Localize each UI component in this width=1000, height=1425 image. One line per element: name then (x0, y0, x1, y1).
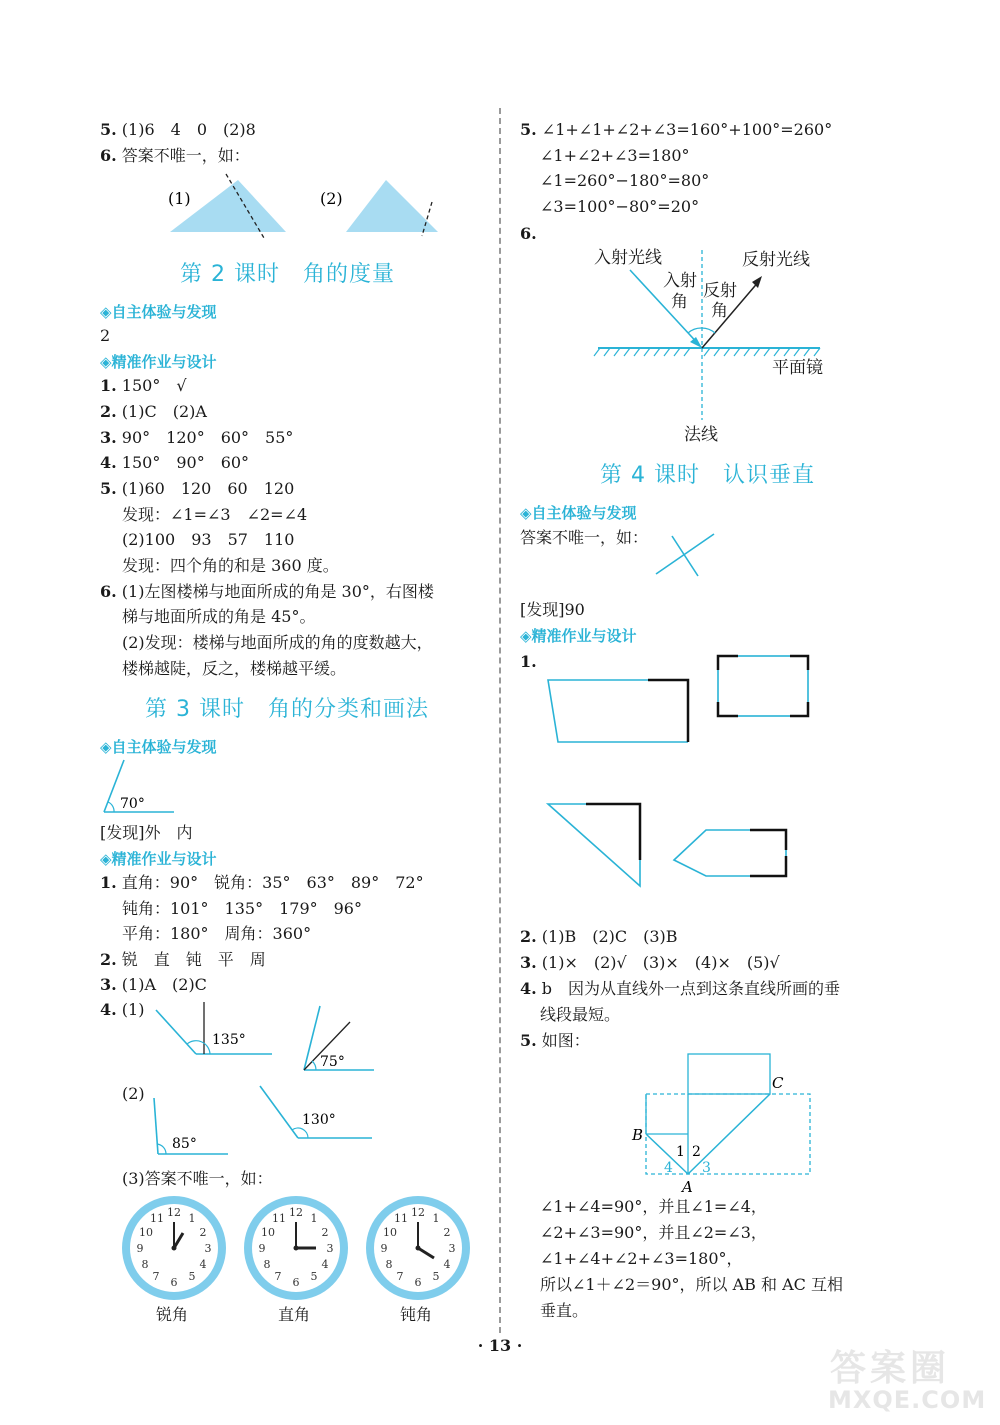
svg-text:6: 6 (414, 1276, 422, 1289)
svg-text:3: 3 (204, 1242, 212, 1255)
self-answer: 2 (100, 326, 111, 345)
triangle-2 (346, 180, 438, 232)
angle-85-label: 85° (172, 1136, 197, 1152)
clock-acute (122, 1196, 226, 1300)
point-B: B (632, 1126, 644, 1144)
l3-answer-2: 2. 锐 直 钝 平 周 (100, 950, 266, 969)
l2-answer-4: 4. 150° 90° 60° (100, 453, 250, 472)
svg-text:6: 6 (292, 1276, 300, 1289)
l2-answer-6-line2: 梯与地面所成的角是 45°。 (122, 607, 316, 626)
svg-text:5: 5 (310, 1270, 318, 1283)
watermark-logo: 答案圈 MXQE.COM (828, 1348, 987, 1414)
section-precise-work-4: ◈精准作业与设计 (520, 627, 637, 645)
r-answer-5-line3: ∠1=260°−180°=80° (540, 171, 710, 190)
point-A: A (682, 1178, 693, 1196)
svg-text:5: 5 (432, 1270, 440, 1283)
clock-obtuse (366, 1196, 470, 1300)
svg-text:12: 12 (411, 1206, 425, 1219)
proof-line-3: ∠1+∠4+∠2+∠3=180°， (540, 1249, 743, 1268)
l3-answer-4-part3: (3)答案不唯一，如： (122, 1169, 273, 1188)
r-answer-5: 5. ∠1+∠1+∠2+∠3=160°+100°=260° (520, 120, 833, 139)
svg-text:11: 11 (150, 1212, 164, 1225)
l4-answer-5: 5. 如图： (520, 1031, 590, 1050)
fig-label-1: (1) (168, 189, 191, 208)
proof-line-4: 所以∠1＋∠2＝90°，所以 AB 和 AC 互相 (540, 1275, 843, 1294)
svg-text:7: 7 (274, 1270, 282, 1283)
l2-answer-2: 2. (1)C (2)A (100, 402, 207, 421)
svg-text:3: 3 (326, 1242, 334, 1255)
l4-answer-2: 2. (1)B (2)C (3)B (520, 927, 678, 946)
svg-text:4: 4 (199, 1258, 207, 1271)
svg-text:4: 4 (321, 1258, 329, 1271)
l4-answer-3: 3. (1)× (2)√ (3)× (4)× (5)√ (520, 953, 780, 972)
angle-2-label: 2 (692, 1144, 701, 1160)
svg-text:1: 1 (310, 1212, 318, 1225)
l2-answer-6-line3: (2)发现：楼梯与地面所成的角的度数越大， (122, 633, 433, 652)
svg-text:12: 12 (289, 1206, 303, 1219)
lesson-3-title: 第 3 课时 角的分类和画法 (145, 697, 429, 722)
angle-1-label: 1 (676, 1144, 685, 1160)
svg-text:9: 9 (136, 1242, 144, 1255)
svg-text:7: 7 (396, 1270, 404, 1283)
section-self-experience-4: ◈自主体验与发现 (520, 504, 637, 522)
r-answer-5-line2: ∠1+∠2+∠3=180° (540, 146, 690, 165)
angle-figures-1 (150, 998, 390, 1078)
l2-answer-6-line4: 楼梯越陡，反之，楼梯越平缓。 (122, 659, 347, 678)
clock-label-obtuse: 钝角 (400, 1305, 433, 1324)
svg-text:3: 3 (448, 1242, 456, 1255)
clock-right (244, 1196, 348, 1300)
svg-text:8: 8 (263, 1258, 271, 1271)
angle-figures-2 (150, 1080, 390, 1160)
clock-label-right: 直角 (278, 1305, 311, 1324)
svg-text:12: 12 (167, 1206, 181, 1219)
proof-line-2: ∠2+∠3=90°，并且∠2=∠3， (540, 1223, 767, 1242)
incident-arrow (690, 337, 702, 348)
perpendicular-proof-figure (626, 1050, 826, 1198)
svg-text:10: 10 (261, 1226, 275, 1239)
lesson4-discovery: [发现]90 (520, 600, 585, 619)
svg-text:11: 11 (272, 1212, 286, 1225)
l3-answer-4-part2: (2) (122, 1084, 145, 1103)
reflection-angle-label-1: 反射 (703, 281, 737, 301)
lesson-4-title: 第 4 课时 认识垂直 (600, 463, 815, 488)
l4-answer-4: 4. b 因为从直线外一点到这条直线所画的垂 (520, 979, 841, 998)
mirror-label: 平面镜 (772, 358, 823, 378)
l3-answer-1-obtuse: 钝角：101° 135° 179° 96° (122, 899, 362, 918)
svg-text:7: 7 (152, 1270, 160, 1283)
section-self-experience: ◈自主体验与发现 (100, 303, 217, 321)
r-answer-5-line4: ∠3=100°−80°=20° (540, 197, 700, 216)
l4-answer-4-line2: 线段最短。 (540, 1005, 621, 1024)
page-number: · 13 · (477, 1336, 523, 1355)
section-self-experience-3: ◈自主体验与发现 (100, 738, 217, 756)
l2-answer-5: 5. (1)60 120 60 120 (100, 479, 295, 498)
svg-text:11: 11 (394, 1212, 408, 1225)
proof-line-5: 垂直。 (540, 1301, 589, 1320)
l3-answer-1: 1. 直角：90° 锐角：35° 63° 89° 72° (100, 873, 424, 892)
svg-text:2: 2 (199, 1226, 207, 1239)
angle-75-label: 75° (320, 1054, 345, 1070)
l3-answer-3: 3. (1)A (2)C (100, 975, 207, 994)
svg-text:8: 8 (385, 1258, 393, 1271)
l3-answer-4: 4. (1) (100, 1000, 145, 1019)
l2-answer-5-part2: (2)100 93 57 110 (122, 530, 295, 549)
l2-answer-5-discovery2: 发现：四个角的和是 360 度。 (122, 556, 339, 575)
svg-text:9: 9 (258, 1242, 266, 1255)
angle-4-label: 4 (664, 1160, 673, 1176)
l3-answer-1-straight: 平角：180° 周角：360° (122, 924, 312, 943)
svg-text:1: 1 (432, 1212, 440, 1225)
l2-answer-5-discovery: 发现：∠1=∠3 ∠2=∠4 (122, 505, 308, 524)
r-answer-6: 6. (520, 224, 537, 243)
angle-70-figure (100, 756, 180, 816)
svg-text:8: 8 (141, 1258, 149, 1271)
clock-figures (118, 1192, 478, 1322)
incident-angle-label-2: 角 (671, 292, 688, 312)
lesson3-discovery: [发现]外 内 (100, 823, 193, 842)
angle-130-label: 130° (302, 1112, 336, 1128)
fig-label-2: (2) (320, 189, 343, 208)
angle-135-label: 135° (212, 1032, 246, 1048)
perpendicular-cross (650, 530, 720, 580)
section-precise-work-3: ◈精准作业与设计 (100, 850, 217, 868)
point-C: C (772, 1074, 784, 1092)
reflected-ray-label: 反射光线 (742, 250, 810, 270)
lesson4-self-answer: 答案不唯一，如： (520, 528, 649, 547)
svg-text:4: 4 (443, 1258, 451, 1271)
svg-text:10: 10 (139, 1226, 153, 1239)
perpendicular-shapes (540, 650, 820, 890)
incident-ray-label: 入射光线 (594, 248, 662, 268)
column-divider (499, 108, 501, 1333)
normal-label: 法线 (684, 425, 718, 445)
reflected-arrow (752, 276, 762, 288)
section-precise-work: ◈精准作业与设计 (100, 353, 217, 371)
reflection-angle-label-2: 角 (711, 301, 728, 321)
l2-answer-6: 6. (1)左图楼梯与地面所成的角是 30°，右图楼 (100, 582, 434, 601)
svg-text:1: 1 (188, 1212, 196, 1225)
svg-text:9: 9 (380, 1242, 388, 1255)
incident-angle-label-1: 入射 (663, 271, 697, 291)
angle-70-label: 70° (120, 796, 145, 812)
angle-3-label: 3 (702, 1160, 711, 1176)
answer-5: 5. (1)6 4 0 (2)8 (100, 120, 256, 139)
svg-text:6: 6 (170, 1276, 178, 1289)
svg-text:2: 2 (443, 1226, 451, 1239)
l4-answer-1: 1. (520, 652, 537, 671)
svg-text:2: 2 (321, 1226, 329, 1239)
svg-text:10: 10 (383, 1226, 397, 1239)
answer-6: 6. 答案不唯一，如： (100, 146, 250, 165)
l2-answer-3: 3. 90° 120° 60° 55° (100, 428, 294, 447)
triangle-figure (160, 172, 450, 240)
clock-label-acute: 锐角 (156, 1305, 189, 1324)
lesson-2-title: 第 2 课时 角的度量 (180, 262, 395, 287)
svg-text:5: 5 (188, 1270, 196, 1283)
reflection-diagram (590, 240, 840, 450)
mirror-hatching (594, 348, 820, 356)
l2-answer-1: 1. 150° √ (100, 376, 187, 395)
proof-line-1: ∠1+∠4=90°，并且∠1=∠4， (540, 1197, 767, 1216)
